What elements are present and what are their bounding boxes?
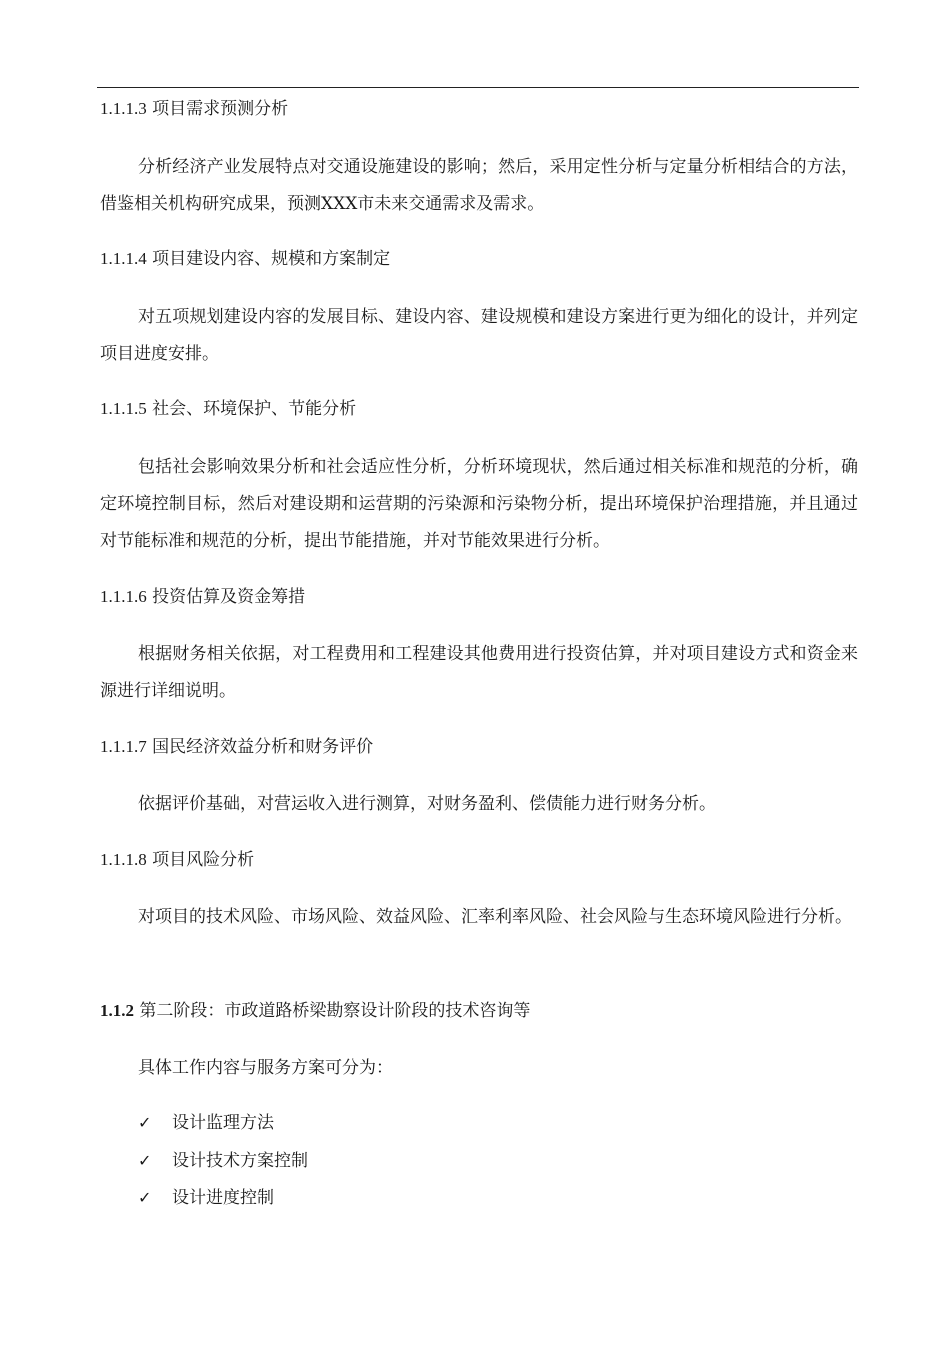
section-number: 1.1.1.8 [100,850,147,869]
section-number: 1.1.1.7 [100,737,147,756]
section-title: 项目需求预测分析 [152,99,289,119]
checkmark-icon: ✓ [138,1113,152,1132]
section-heading-1-1-1-6 [100,585,305,609]
checkmark-icon: ✓ [138,1151,152,1170]
section-number: 1.1.2 [100,1001,134,1020]
section-body-1-1-1-3: 分析经济产业发展特点对交通设施建设的影响；然后，采用定性分析与定量分析相结合的方法，借鉴相关机构研究成果，预测XXX市未来交通需求及需求。 [100,157,858,214]
section-body-1-1-1-8: 对项目的技术风险、市场风险、效益风险、汇率利率风险、社会风险与生态环境风险进行分析。 [138,907,852,927]
checklist-item-label: 设计技术方案控制 [172,1151,308,1171]
section-body-1-1-1-5: 包括社会影响效果分析和社会适应性分析，分析环境现状，然后通过相关标准和规范的分析，确定环境控制目标，然后对建设期和运营期的污染源和污染物分析，提出环境保护治理措施，并且通过对节能标准和规范的分析，提出节能措施，并对节能效果进行分析。 [100,457,858,551]
section-heading-1-1-2 [100,999,530,1023]
section-body-1-1-1-4: 对五项规划建设内容的发展目标、建设内容、建设规模和建设方案进行更为细化的设计，并列定项目进度安排。 [100,307,858,364]
section-title: 项目风险分析 [152,850,255,870]
section-number: 1.1.1.5 [100,399,147,418]
checkmark-icon: ✓ [138,1188,152,1207]
section-number: 1.1.1.6 [100,587,147,606]
section-heading-1-1-1-8 [100,848,254,872]
section-heading-1-1-1-3 [100,97,288,121]
section-heading-1-1-1-5 [100,397,356,421]
section-body-1-1-1-7: 依据评价基础，对营运收入进行测算，对财务盈利、偿债能力进行财务分析。 [138,794,716,814]
stage2-intro: 具体工作内容与服务方案可分为： [138,1058,393,1078]
header-rule [97,87,859,88]
section-heading-1-1-1-7 [100,735,373,759]
checklist-item-label: 设计进度控制 [172,1188,274,1208]
section-body-1-1-1-6: 根据财务相关依据，对工程费用和工程建设其他费用进行投资估算，并对项目建设方式和资金来源进行详细说明。 [100,644,858,701]
section-number: 1.1.1.4 [100,249,147,268]
checklist-item [138,1111,274,1135]
section-title: 投资估算及资金筹措 [152,587,306,607]
checklist-item [138,1186,274,1210]
checklist-item-label: 设计监理方法 [172,1113,274,1133]
checklist-item [138,1149,308,1173]
section-title: 第二阶段：市政道路桥梁勘察设计阶段的技术咨询等 [139,1001,531,1021]
section-title: 社会、环境保护、节能分析 [152,399,357,419]
section-title: 项目建设内容、规模和方案制定 [152,249,391,269]
section-number: 1.1.1.3 [100,99,147,118]
section-title: 国民经济效益分析和财务评价 [152,737,374,757]
section-heading-1-1-1-4 [100,247,390,271]
